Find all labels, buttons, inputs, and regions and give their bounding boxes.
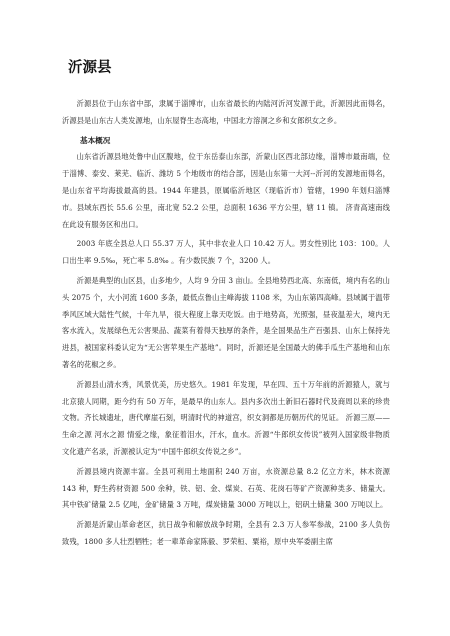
body-paragraph-history: 沂源县山清水秀，风景优美，历史悠久。1981 年发现，早在四、五十万年前的沂源猿人，就与北京猿人同期，距今约有 50 万年，是最早的山东人。县内多次出土新旧石器时代及商周以来的珍贵文物。齐长城遗址，唐代摩崖石刻，明清时代的神道宫，织女洞都是历朝历代的见证。 沂源三原——生命之源 河水之源 情爱之缘，象征着泪水，汗水，血水。沂源“牛郎织女传说”被列入国家级非物质文化遗产名录，沂源被认定为“中国牛郎织女传说之乡”。 xyxy=(62,379,390,456)
body-paragraph-resources: 沂源县境内资源丰富。全县可利用土地面积 240 万亩，水资源总量 8.2 亿立方米，林木资源 143 种，野生药材资源 500 余种，铁、铝、金、煤炭、石英、花岗石等矿产资源种类多、储量大。其中铁矿储量 2.5 亿吨，金矿储量 3 万吨，煤炭储量 3000 万吨以上，铝矾土储量 300 万吨以上。 xyxy=(62,466,390,510)
intro-paragraph: 沂源县位于山东省中部，隶属于淄博市，山东省最长的内陆河沂河发源于此，沂源因此而得名，沂源县是山东古人类发源地，山东屋脊生态高地，中国北方溶洞之乡和女郎织女之乡。 xyxy=(62,99,390,125)
body-paragraph-population: 2003 年底全县总人口 55.37 万人，其中非农业人口 10.42 万人。男女性别比 103：100。人口出生率 9.5‰，死亡率 5.8‰ 。有少数民族 7 个，3200 人。 xyxy=(62,239,390,266)
body-paragraph-revolution: 沂源是沂蒙山革命老区，抗日战争和解放战争时期，全县有 2.3 万人参军参战，2100 多人负伤致残，1800 多人壮烈牺牲；老一辈革命家陈毅、罗荣桓、粟裕，原中央军委副主席 xyxy=(62,520,390,546)
page-title: 沂源县 xyxy=(68,60,112,76)
document-body xyxy=(62,96,390,554)
body-paragraph-geography: 沂源是典型的山区县，山多地少，人均 9 分田 3 亩山。全县地势西北高、东南低，境内有名的山头 2075 个，大小河流 1600 多条，最低点鲁山主峰海拔 1108 米，为山东第四高峰。县域属于温带季风区域大陆性气候，十年九旱，很大程度上靠天吃饭。由于地势高，光照强，昼夜温差大，境内无客水流入，发展绿色无公害果品、蔬菜有着得天独厚的条件，是全国果品生产百强县、山东上保持先进县，被国家科委认定为“无公害苹果生产基地”。同时，沂源还是全国最大的佛手瓜生产基地和山东著名的花椒之乡。 xyxy=(62,275,390,369)
section-heading: 基本概况 xyxy=(80,135,111,145)
body-paragraph-location: 山东省沂源县地处鲁中山区腹地，位于东岳泰山东部，沂蒙山区西北部边缘，淄博市最南端，位于淄博、泰安、莱芜、临沂、潍坊 5 个地级市的结合部，因是山东第一大河--沂河的发源地而得名，是山东省平均海拔最高的县。1944 年建县，原属临沂地区（现临沂市）管辖，1990 年划归淄博市。县域东西长 55.6 公里，南北宽 52.2 公里，总面积 1636 平方公里，辖 11 镇。 济青高速南线在此设有服务区和出口。 xyxy=(62,152,390,229)
